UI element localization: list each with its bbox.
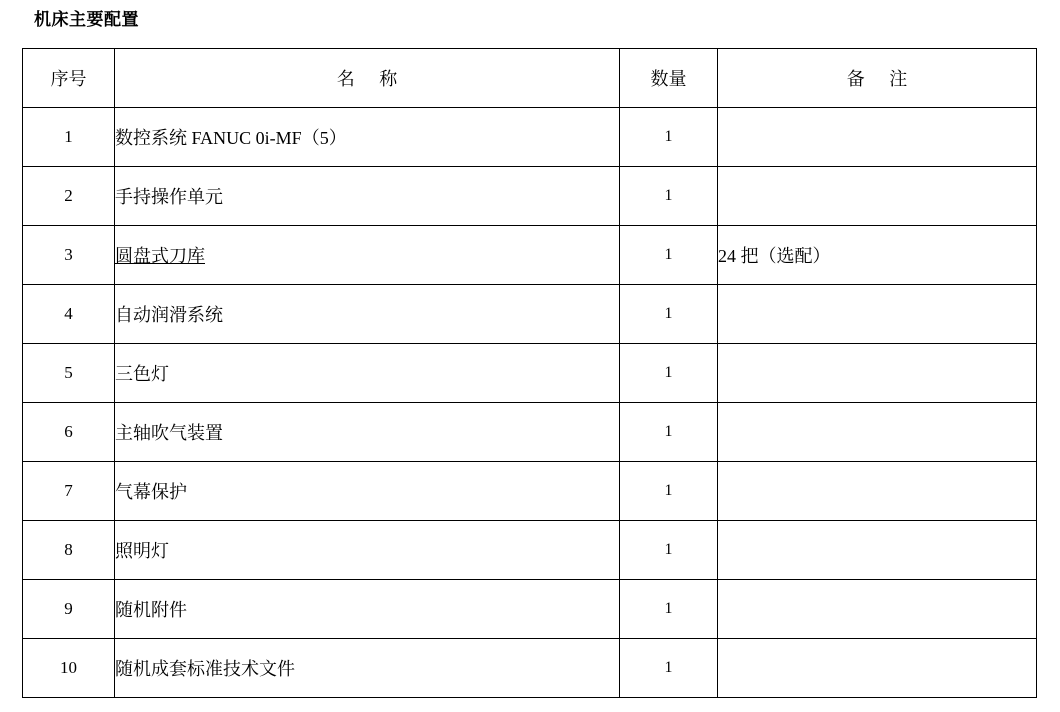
cell-name: 自动润滑系统 <box>115 285 620 344</box>
table-row <box>23 403 1037 462</box>
column-header-note: 备 注 <box>718 49 1037 108</box>
cell-seq: 1 <box>23 108 115 167</box>
cell-name: 数控系统 FANUC 0i-MF（5） <box>115 108 620 167</box>
cell-qty: 1 <box>620 167 718 226</box>
page-title: 机床主要配置 <box>34 10 139 29</box>
cell-name: 手持操作单元 <box>115 167 620 226</box>
column-header-qty: 数量 <box>620 49 718 108</box>
table-row <box>23 167 1037 226</box>
cell-seq: 3 <box>23 226 115 285</box>
cell-name <box>115 226 620 285</box>
table-row <box>23 285 1037 344</box>
table-header-row <box>23 49 1037 108</box>
cell-note <box>718 344 1037 403</box>
cell-note <box>718 580 1037 639</box>
cell-seq: 8 <box>23 521 115 580</box>
cell-seq: 10 <box>23 639 115 698</box>
cell-seq: 7 <box>23 462 115 521</box>
table-header <box>23 49 1037 108</box>
column-header-seq: 序号 <box>23 49 115 108</box>
table-body <box>23 108 1037 698</box>
cell-seq: 9 <box>23 580 115 639</box>
cell-name-text: 圆盘式刀库 <box>115 246 205 267</box>
cell-note: 24 把（选配） <box>718 226 1037 285</box>
cell-name: 三色灯 <box>115 344 620 403</box>
cell-note <box>718 521 1037 580</box>
cell-note <box>718 108 1037 167</box>
cell-seq: 4 <box>23 285 115 344</box>
cell-note <box>718 285 1037 344</box>
table-row <box>23 108 1037 167</box>
cell-qty: 1 <box>620 521 718 580</box>
table-row <box>23 580 1037 639</box>
table-row <box>23 462 1037 521</box>
cell-note <box>718 639 1037 698</box>
cell-name: 随机附件 <box>115 580 620 639</box>
cell-name: 主轴吹气装置 <box>115 403 620 462</box>
cell-seq: 2 <box>23 167 115 226</box>
column-header-name: 名 称 <box>115 49 620 108</box>
cell-qty: 1 <box>620 403 718 462</box>
cell-qty: 1 <box>620 285 718 344</box>
table-row <box>23 521 1037 580</box>
cell-note <box>718 167 1037 226</box>
cell-seq: 6 <box>23 403 115 462</box>
cell-note <box>718 403 1037 462</box>
cell-qty: 1 <box>620 226 718 285</box>
cell-qty: 1 <box>620 344 718 403</box>
cell-qty: 1 <box>620 462 718 521</box>
machine-configuration-table <box>22 48 1037 698</box>
cell-qty: 1 <box>620 108 718 167</box>
cell-name: 气幕保护 <box>115 462 620 521</box>
table-row <box>23 226 1037 285</box>
cell-name: 随机成套标准技术文件 <box>115 639 620 698</box>
cell-seq: 5 <box>23 344 115 403</box>
cell-note <box>718 462 1037 521</box>
cell-qty: 1 <box>620 639 718 698</box>
table-row <box>23 344 1037 403</box>
cell-name: 照明灯 <box>115 521 620 580</box>
table-row <box>23 639 1037 698</box>
cell-qty: 1 <box>620 580 718 639</box>
